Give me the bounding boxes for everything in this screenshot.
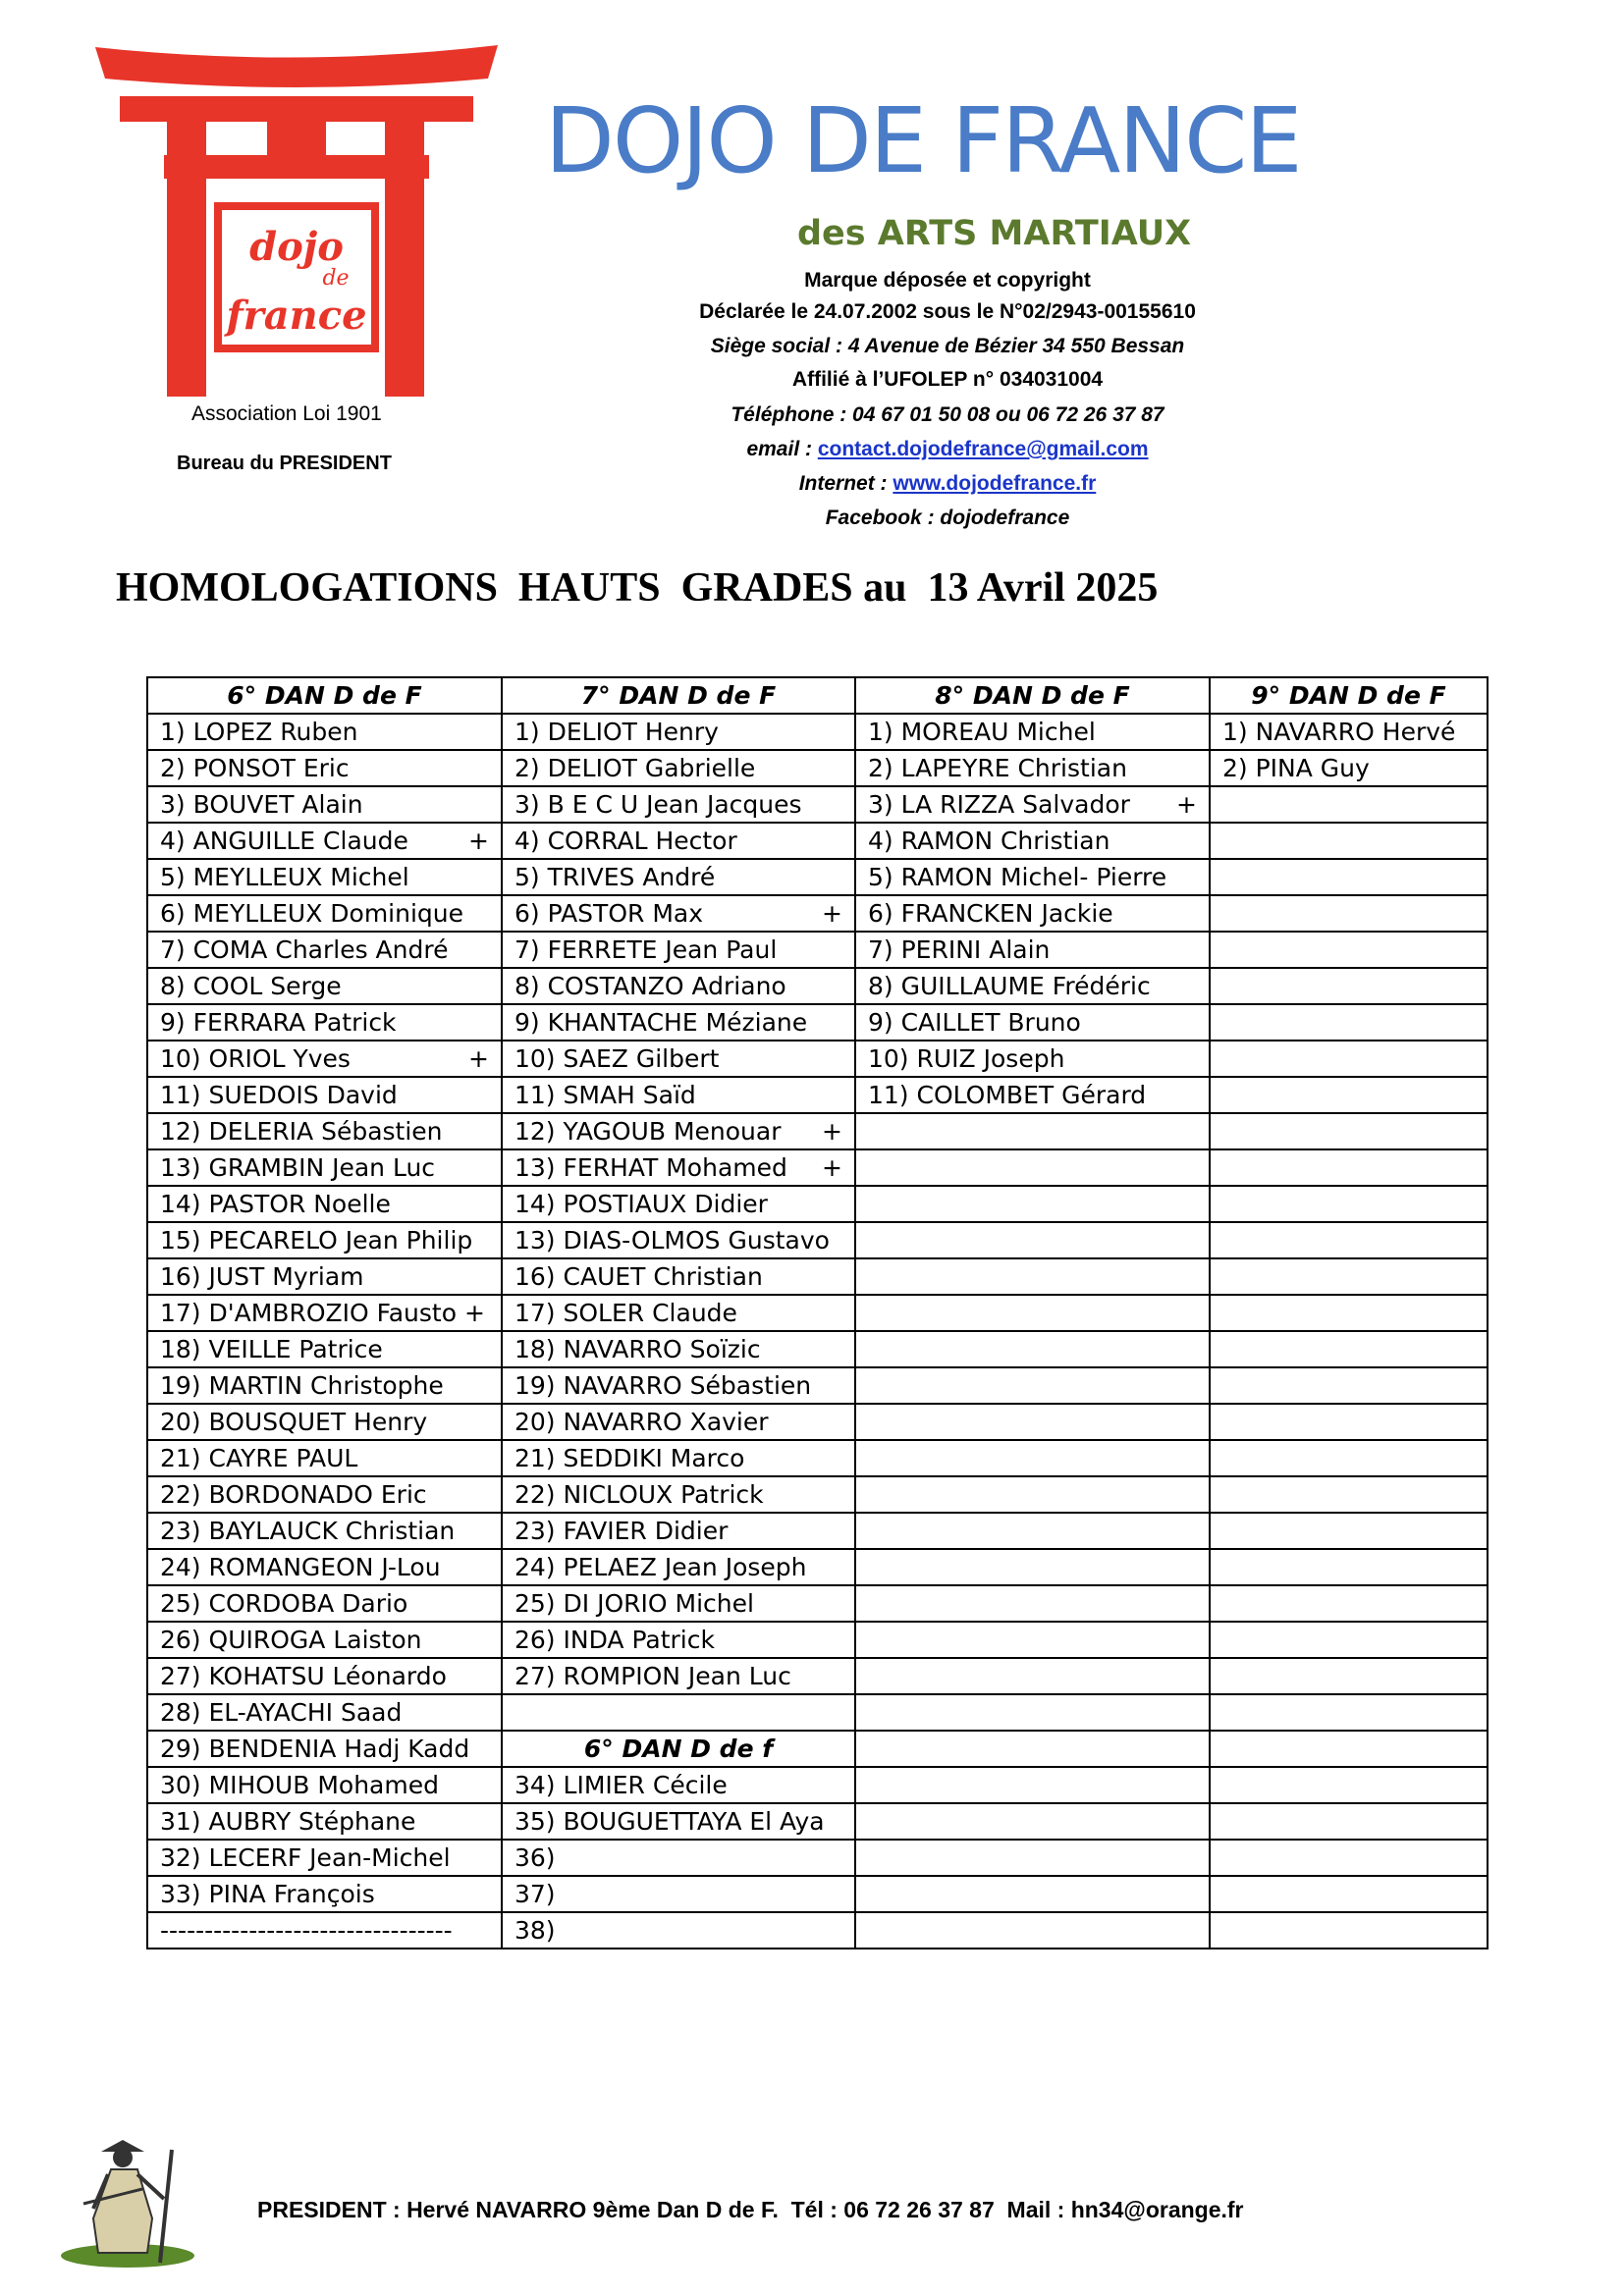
table-cell	[147, 1367, 502, 1404]
member-name: 20) BOUSQUET Henry	[160, 1408, 428, 1436]
member-name: 17) D'AMBROZIO Fausto +	[160, 1299, 485, 1327]
table-row	[147, 1912, 1488, 1949]
table-cell	[502, 1476, 855, 1513]
member-name: 5) MEYLLEUX Michel	[160, 863, 409, 891]
table-cell	[1210, 1404, 1488, 1440]
table-cell	[855, 895, 1210, 932]
table-row	[147, 1876, 1488, 1912]
member-name: 21) CAYRE PAUL	[160, 1444, 358, 1472]
member-name: 25) CORDOBA Dario	[160, 1589, 408, 1618]
member-name: 13) GRAMBIN Jean Luc	[160, 1153, 436, 1182]
deceased-mark: +	[1176, 790, 1197, 819]
member-name: 24) ROMANGEON J-Lou	[160, 1553, 441, 1581]
table-row	[147, 1077, 1488, 1113]
table-cell	[855, 1186, 1210, 1222]
table-row	[147, 823, 1488, 859]
member-name: 8) COSTANZO Adriano	[514, 972, 786, 1000]
table-cell	[147, 714, 502, 750]
table-cell	[1210, 1440, 1488, 1476]
table-cell	[502, 1694, 855, 1731]
table-cell	[502, 859, 855, 895]
table-cell	[855, 1149, 1210, 1186]
table-cell	[855, 1876, 1210, 1912]
table-cell	[1210, 1367, 1488, 1404]
table-cell	[855, 823, 1210, 859]
member-name: 1) NAVARRO Hervé	[1222, 718, 1456, 746]
member-name: 38)	[514, 1916, 556, 1945]
table-cell	[147, 1549, 502, 1585]
column-header: 9° DAN D de F	[1210, 677, 1488, 714]
table-cell	[1210, 750, 1488, 786]
table-cell	[147, 968, 502, 1004]
table-cell	[502, 1295, 855, 1331]
table-cell	[147, 823, 502, 859]
table-cell	[502, 895, 855, 932]
table-row	[147, 1476, 1488, 1513]
table-cell	[1210, 1658, 1488, 1694]
member-name: 6° DAN D de f	[583, 1735, 774, 1763]
member-name: 37)	[514, 1880, 556, 1908]
table-cell	[1210, 1476, 1488, 1513]
table-cell	[1210, 1876, 1488, 1912]
table-cell	[147, 932, 502, 968]
table-cell	[147, 750, 502, 786]
member-name: 32) LECERF Jean-Michel	[160, 1843, 451, 1872]
deceased-mark: +	[822, 1153, 842, 1182]
table-cell	[147, 1658, 502, 1694]
member-name: 25) DI JORIO Michel	[514, 1589, 754, 1618]
association-label: Association Loi 1901	[191, 402, 382, 425]
table-cell	[147, 1876, 502, 1912]
table-cell	[855, 932, 1210, 968]
table-row	[147, 1803, 1488, 1840]
table-cell	[1210, 1585, 1488, 1622]
column-header: 7° DAN D de F	[502, 677, 855, 714]
table-cell	[147, 1004, 502, 1041]
member-name: 6) PASTOR Max	[514, 899, 704, 928]
table-row	[147, 750, 1488, 786]
website-link[interactable]: www.dojodefrance.fr	[893, 472, 1097, 495]
table-cell	[147, 1186, 502, 1222]
footer-contact: PRESIDENT : Hervé NAVARRO 9ème Dan D de F. Tél : 06 72 26 37 87 Mail : hn34@orange.fr	[257, 2197, 1244, 2222]
table-cell	[855, 1767, 1210, 1803]
table-cell	[147, 1513, 502, 1549]
column-header: 6° DAN D de F	[147, 677, 502, 714]
table-cell	[147, 1585, 502, 1622]
member-name: 3) BOUVET Alain	[160, 790, 363, 819]
table-cell	[147, 1113, 502, 1149]
table-cell	[855, 1694, 1210, 1731]
table-cell	[855, 859, 1210, 895]
table-cell	[147, 786, 502, 823]
table-cell	[147, 859, 502, 895]
table-cell	[1210, 1694, 1488, 1731]
table-row	[147, 1295, 1488, 1331]
table-cell	[147, 1258, 502, 1295]
member-name: 13) FERHAT Mohamed	[514, 1153, 787, 1182]
table-cell	[502, 1186, 855, 1222]
table-cell	[1210, 1513, 1488, 1549]
table-cell	[855, 1912, 1210, 1949]
member-name: 34) LIMIER Cécile	[514, 1771, 728, 1799]
deceased-mark: +	[468, 1044, 489, 1073]
table-cell	[502, 1149, 855, 1186]
member-name: 16) CAUET Christian	[514, 1262, 763, 1291]
table-cell	[502, 1367, 855, 1404]
info-address: Siège social : 4 Avenue de Bézier 34 550 Bessan	[710, 335, 1185, 357]
table-cell	[502, 750, 855, 786]
table-row	[147, 1331, 1488, 1367]
table-cell	[855, 714, 1210, 750]
table-cell	[855, 1476, 1210, 1513]
member-name: 20) NAVARRO Xavier	[514, 1408, 769, 1436]
table-row	[147, 1404, 1488, 1440]
table-cell	[502, 1840, 855, 1876]
member-name: 23) FAVIER Didier	[514, 1517, 729, 1545]
table-cell	[1210, 714, 1488, 750]
table-cell	[855, 1622, 1210, 1658]
table-cell	[855, 1331, 1210, 1367]
table-cell	[1210, 1186, 1488, 1222]
table-row	[147, 1222, 1488, 1258]
member-name: 1) DELIOT Henry	[514, 718, 719, 746]
table-cell	[502, 1622, 855, 1658]
table-cell	[1210, 823, 1488, 859]
table-cell	[855, 1840, 1210, 1876]
table-row	[147, 1840, 1488, 1876]
table-row	[147, 1149, 1488, 1186]
deceased-mark: +	[468, 827, 489, 855]
brand-subtitle: des ARTS MARTIAUX	[797, 214, 1192, 253]
table-cell	[1210, 1258, 1488, 1295]
table-row	[147, 1731, 1488, 1767]
member-name: 19) NAVARRO Sébastien	[514, 1371, 812, 1400]
table-cell	[147, 1803, 502, 1840]
member-name: 9) KHANTACHE Méziane	[514, 1008, 808, 1037]
member-name: 27) KOHATSU Léonardo	[160, 1662, 447, 1690]
table-cell	[855, 1658, 1210, 1694]
table-cell	[855, 1803, 1210, 1840]
member-name: 8) COOL Serge	[160, 972, 342, 1000]
table-cell	[502, 823, 855, 859]
table-row	[147, 1622, 1488, 1658]
table-cell	[1210, 1331, 1488, 1367]
table-row	[147, 1440, 1488, 1476]
member-name: 6) MEYLLEUX Dominique	[160, 899, 463, 928]
table-cell	[1210, 786, 1488, 823]
table-cell	[147, 1331, 502, 1367]
table-cell	[502, 1767, 855, 1803]
table-cell	[1210, 1149, 1488, 1186]
member-name: 17) SOLER Claude	[514, 1299, 737, 1327]
member-name: 10) RUIZ Joseph	[868, 1044, 1065, 1073]
table-row	[147, 1549, 1488, 1585]
member-name: 5) RAMON Michel- Pierre	[868, 863, 1167, 891]
table-cell	[147, 1440, 502, 1476]
table-cell	[147, 1222, 502, 1258]
member-name: 21) SEDDIKI Marco	[514, 1444, 745, 1472]
dojo-logo	[90, 39, 503, 402]
table-cell	[855, 1041, 1210, 1077]
table-row	[147, 932, 1488, 968]
member-name: 9) FERRARA Patrick	[160, 1008, 397, 1037]
table-row	[147, 1258, 1488, 1295]
member-name: 35) BOUGUETTAYA El Aya	[514, 1807, 825, 1836]
member-name: 14) PASTOR Noelle	[160, 1190, 391, 1218]
member-name: 4) RAMON Christian	[868, 827, 1110, 855]
table-cell	[502, 1585, 855, 1622]
svg-text:france: france	[226, 293, 367, 339]
deceased-mark: +	[822, 899, 842, 928]
table-cell	[147, 1731, 502, 1767]
table-cell	[855, 1258, 1210, 1295]
member-name: 12) DELERIA Sébastien	[160, 1117, 443, 1146]
member-name: 1) LOPEZ Ruben	[160, 718, 358, 746]
column-header: 8° DAN D de F	[855, 677, 1210, 714]
table-cell	[502, 1658, 855, 1694]
table-cell	[502, 968, 855, 1004]
table-row	[147, 968, 1488, 1004]
table-cell	[502, 1041, 855, 1077]
table-cell	[502, 1731, 855, 1767]
page-title: HOMOLOGATIONS HAUTS GRADES au 13 Avril 2025	[116, 565, 1159, 611]
samurai-illustration	[54, 2130, 201, 2277]
table-cell	[147, 1767, 502, 1803]
table-cell	[855, 1222, 1210, 1258]
member-name: 14) POSTIAUX Didier	[514, 1190, 768, 1218]
table-cell	[855, 1731, 1210, 1767]
member-name: 33) PINA François	[160, 1880, 375, 1908]
member-name: 29) BENDENIA Hadj Kadd	[160, 1735, 470, 1763]
member-name: 2) PINA Guy	[1222, 754, 1370, 782]
table-row	[147, 1694, 1488, 1731]
member-name: 5) TRIVES André	[514, 863, 716, 891]
member-name: 24) PELAEZ Jean Joseph	[514, 1553, 807, 1581]
member-name: 16) JUST Myriam	[160, 1262, 364, 1291]
table-row	[147, 714, 1488, 750]
table-cell	[147, 1077, 502, 1113]
table-cell	[855, 1004, 1210, 1041]
member-name: 10) SAEZ Gilbert	[514, 1044, 720, 1073]
table-cell	[855, 1585, 1210, 1622]
table-cell	[502, 786, 855, 823]
info-trademark: Marque déposée et copyright	[804, 269, 1091, 292]
table-cell	[855, 1113, 1210, 1149]
member-name: 2) DELIOT Gabrielle	[514, 754, 756, 782]
member-name: 19) MARTIN Christophe	[160, 1371, 444, 1400]
member-name: 36)	[514, 1843, 556, 1872]
table-header-row	[147, 677, 1488, 714]
internet-label: Internet :	[798, 472, 893, 495]
table-cell	[1210, 859, 1488, 895]
table-cell	[147, 1912, 502, 1949]
member-name: 11) SUEDOIS David	[160, 1081, 398, 1109]
member-name: 2) LAPEYRE Christian	[868, 754, 1127, 782]
grades-table	[146, 676, 1489, 1949]
table-cell	[855, 750, 1210, 786]
table-cell	[1210, 1731, 1488, 1767]
table-cell	[502, 1331, 855, 1367]
table-cell	[502, 1803, 855, 1840]
table-cell	[502, 1876, 855, 1912]
member-name: 11) SMAH Saïd	[514, 1081, 696, 1109]
table-cell	[502, 1258, 855, 1295]
table-cell	[147, 1404, 502, 1440]
table-cell	[147, 1041, 502, 1077]
member-name: 11) COLOMBET Gérard	[868, 1081, 1147, 1109]
email-label: email :	[746, 438, 818, 460]
table-cell	[1210, 1041, 1488, 1077]
table-row	[147, 1186, 1488, 1222]
table-cell	[1210, 1295, 1488, 1331]
table-cell	[1210, 1803, 1488, 1840]
table-cell	[502, 1222, 855, 1258]
table-cell	[1210, 1549, 1488, 1585]
table-cell	[1210, 1622, 1488, 1658]
table-cell	[502, 1549, 855, 1585]
svg-text:dojo: dojo	[249, 224, 344, 270]
table-cell	[855, 1513, 1210, 1549]
member-name: 13) DIAS-OLMOS Gustavo	[514, 1226, 830, 1255]
table-cell	[502, 1077, 855, 1113]
table-row	[147, 1513, 1488, 1549]
member-name: 30) MIHOUB Mohamed	[160, 1771, 439, 1799]
table-cell	[502, 1912, 855, 1949]
table-cell	[855, 1440, 1210, 1476]
member-name: 27) ROMPION Jean Luc	[514, 1662, 791, 1690]
table-cell	[502, 1113, 855, 1149]
member-name: 9) CAILLET Bruno	[868, 1008, 1081, 1037]
member-name: 28) EL-AYACHI Saad	[160, 1698, 403, 1727]
member-name: 7) COMA Charles André	[160, 935, 449, 964]
table-cell	[1210, 1113, 1488, 1149]
table-cell	[147, 1149, 502, 1186]
brand-title: DOJO DE FRANCE	[545, 88, 1301, 193]
bureau-label: Bureau du PRESIDENT	[177, 453, 392, 474]
table-cell	[855, 1549, 1210, 1585]
table-cell	[502, 932, 855, 968]
member-name: 18) NAVARRO Soïzic	[514, 1335, 761, 1363]
member-name: 6) FRANCKEN Jackie	[868, 899, 1113, 928]
table-cell	[1210, 895, 1488, 932]
member-name: 3) B E C U Jean Jacques	[514, 790, 802, 819]
member-name: 23) BAYLAUCK Christian	[160, 1517, 456, 1545]
member-name: 22) BORDONADO Eric	[160, 1480, 427, 1509]
email-link[interactable]: contact.dojodefrance@gmail.com	[817, 438, 1149, 460]
table-cell	[1210, 968, 1488, 1004]
table-cell	[1210, 1912, 1488, 1949]
table-row	[147, 1658, 1488, 1694]
table-cell	[502, 1513, 855, 1549]
table-row	[147, 1113, 1488, 1149]
table-cell	[1210, 1077, 1488, 1113]
member-name: 12) YAGOUB Menouar	[514, 1117, 782, 1146]
table-cell	[855, 1295, 1210, 1331]
member-name: 31) AUBRY Stéphane	[160, 1807, 416, 1836]
table-cell	[502, 1404, 855, 1440]
member-name: 7) FERRETE Jean Paul	[514, 935, 778, 964]
table-cell	[1210, 1767, 1488, 1803]
table-cell	[147, 1694, 502, 1731]
table-cell	[147, 1840, 502, 1876]
member-name: 8) GUILLAUME Frédéric	[868, 972, 1151, 1000]
table-row	[147, 1041, 1488, 1077]
table-cell	[855, 786, 1210, 823]
table-cell	[502, 1004, 855, 1041]
member-name: 1) MOREAU Michel	[868, 718, 1096, 746]
table-cell	[1210, 1222, 1488, 1258]
member-name: 10) ORIOL Yves	[160, 1044, 351, 1073]
table-cell	[502, 1440, 855, 1476]
table-row	[147, 859, 1488, 895]
member-name: 3) LA RIZZA Salvador	[868, 790, 1130, 819]
info-facebook: Facebook : dojodefrance	[825, 507, 1070, 529]
table-cell	[855, 1077, 1210, 1113]
svg-text:de: de	[322, 266, 350, 291]
table-cell	[1210, 932, 1488, 968]
table-cell	[147, 895, 502, 932]
table-cell	[855, 1404, 1210, 1440]
member-name: 26) QUIROGA Laiston	[160, 1626, 422, 1654]
table-row	[147, 1367, 1488, 1404]
table-cell	[502, 714, 855, 750]
table-row	[147, 1585, 1488, 1622]
member-name: 4) ANGUILLE Claude	[160, 827, 408, 855]
info-declaration: Déclarée le 24.07.2002 sous le N°02/2943-00155610	[699, 300, 1196, 323]
member-name: 18) VEILLE Patrice	[160, 1335, 383, 1363]
member-name: 4) CORRAL Hector	[514, 827, 737, 855]
table-row	[147, 786, 1488, 823]
table-cell	[147, 1622, 502, 1658]
table-cell	[147, 1295, 502, 1331]
member-name: 7) PERINI Alain	[868, 935, 1051, 964]
table-row	[147, 895, 1488, 932]
table-cell	[147, 1476, 502, 1513]
table-cell	[1210, 1840, 1488, 1876]
member-name: 26) INDA Patrick	[514, 1626, 715, 1654]
table-row	[147, 1767, 1488, 1803]
info-phone: Téléphone : 04 67 01 50 08 ou 06 72 26 37 87	[731, 403, 1164, 426]
table-row	[147, 1004, 1488, 1041]
member-name: 15) PECARELO Jean Philip	[160, 1226, 473, 1255]
table-cell	[855, 968, 1210, 1004]
table-cell	[1210, 1004, 1488, 1041]
member-name: 2) PONSOT Eric	[160, 754, 350, 782]
deceased-mark: +	[822, 1117, 842, 1146]
member-name: ---------------------------------	[160, 1916, 453, 1945]
info-affiliation: Affilié à l’UFOLEP n° 034031004	[791, 368, 1104, 391]
table-cell	[855, 1367, 1210, 1404]
member-name: 22) NICLOUX Patrick	[514, 1480, 764, 1509]
